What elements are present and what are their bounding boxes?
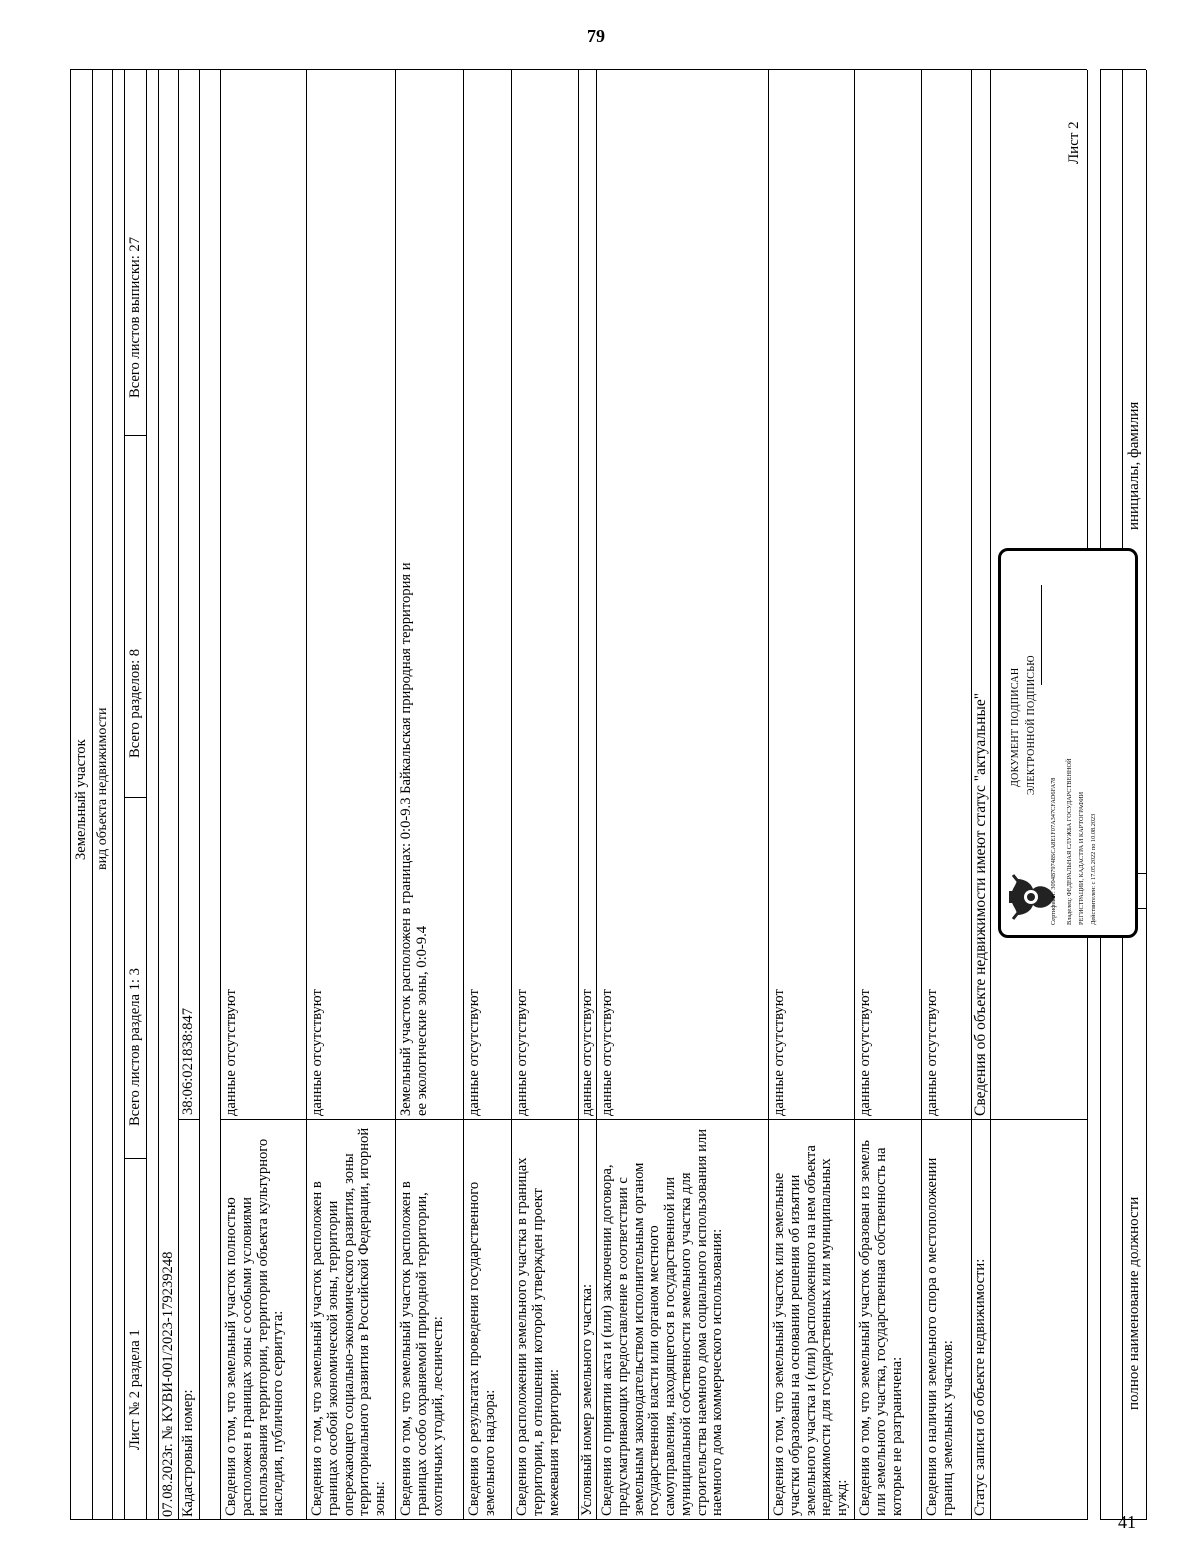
- sheet-number: Лист № 2 раздела 1: [127, 1329, 143, 1450]
- row-label-state-property: Сведения о том, что земельный участок образован из земель или земельного участка, государственная собственность на которые не разграничена:: [857, 1140, 905, 1516]
- row-label-economic-zone: Сведения о том, что земельный участок расположен в границах особой экономической зоны, территории опережающего социально-экономического развития, зоны территориального развития в Российской Федерации, игорной зоны:: [309, 1127, 388, 1516]
- name-caption: инициалы, фамилия: [1126, 401, 1142, 530]
- sheet-label: Лист 2: [1066, 121, 1082, 164]
- row-label-conditional-number: Условный номер земельного участка:: [579, 1283, 595, 1516]
- row-value-special-zone: данные отсутствуют: [223, 989, 239, 1116]
- row-label-special-zone: Сведения о том, что земельный участок полностью расположен в границах зоны с особыми условиями использования территории, территории объекта культурного наследия, публичного сервитута:: [223, 1138, 287, 1516]
- cadastral-label: Кадастровый номер:: [180, 1389, 196, 1517]
- row-value-protected-territory: [397, 70, 463, 1120]
- stamp-title-line1: ДОКУМЕНТ ПОДПИСАН: [1010, 667, 1021, 787]
- page-number-bottom: 41: [1118, 1512, 1136, 1532]
- sheets-total: Всего листов выписки: 27: [127, 236, 143, 398]
- electronic-signature-stamp: [998, 548, 1138, 938]
- row-value-rental-house: данные отсутствуют: [599, 989, 615, 1116]
- extract-date-number: 07.08.2023г. № КУВИ-001/2023-179239248: [160, 1251, 176, 1517]
- protected-territory-text: Земельный участок расположен в границах: 0:0-9.3 Байкальская природная территория и ее экологические зоны, 0:0-9.4: [398, 562, 430, 1116]
- extract-sheet: [68, 70, 1148, 1520]
- cadastral-number: 38:06:021838:847: [180, 1007, 196, 1115]
- row-value-seizure: данные отсутствуют: [771, 989, 787, 1116]
- row-value-economic-zone: данные отсутствуют: [309, 989, 325, 1116]
- row-value-land-dispute: данные отсутствуют: [924, 989, 940, 1116]
- row-label-record-status: Статус записи об объекте недвижимости:: [972, 1258, 988, 1516]
- position-caption: полное наименование должности: [1126, 1196, 1142, 1410]
- stamp-validity: Действителен: с 17.05.2022 по 10.08.2023: [1090, 813, 1097, 925]
- row-label-survey-project: Сведения о расположении земельного участка в границах территории, в отношении которой утвержден проект межевания территории:: [514, 1157, 562, 1516]
- row-label-rental-house: Сведения о принятии акта и (или) заключении договора, предусматривающих предоставление в соответствии с земельным законодательством исполнительным органом государственной власти или органом местного самоуправления, находящегося в государственной или муниципальной собственности земельного участка для строительства наемного дома социального использования или наемного дома коммерческого использования:: [599, 1128, 726, 1516]
- row-label-land-supervision: Сведения о результатах проведения государственного земельного надзора:: [466, 1181, 498, 1516]
- row-label-protected-territory: Сведения о том, что земельный участок расположен в границах особо охраняемой природной территории, охотничьих угодий, лесничеств:: [398, 1181, 446, 1516]
- stamp-title-line2: ЭЛЕКТРОННОЙ ПОДПИСЬЮ: [1026, 655, 1037, 795]
- stamp-owner-line2: РЕГИСТРАЦИИ, КАДАСТРА И КАРТОГРАФИИ: [1078, 791, 1085, 925]
- stamp-certificate: Сертификат: 3094B79748SCA8E1F07A347CFAD6FA78: [1050, 777, 1057, 925]
- row-value-record-status: Сведения об объекте недвижимости имеют статус "актуальные": [972, 692, 989, 1116]
- sections-total: Всего разделов: 8: [127, 648, 143, 758]
- object-type: Земельный участок: [73, 739, 89, 860]
- stamp-owner-line1: Владелец: ФЕДЕРАЛЬНАЯ СЛУЖБА ГОСУДАРСТВЕННОЙ: [1066, 758, 1073, 925]
- page-number-top: 79: [587, 26, 605, 46]
- row-value-conditional-number: данные отсутствуют: [579, 989, 595, 1116]
- row-value-survey-project: данные отсутствуют: [514, 989, 530, 1116]
- sheets-in-section: Всего листов раздела 1: 3: [127, 968, 143, 1126]
- row-value-state-property: данные отсутствуют: [857, 989, 873, 1116]
- row-label-land-dispute: Сведения о наличии земельного спора о местоположении границ земельных участков:: [924, 1157, 956, 1516]
- row-label-seizure: Сведения о том, что земельный участок или земельные участки образованы на основании решения об изъятии земельного участка и (или) расположенного на нем объекта недвижимости для государственных или муниципальных нужд:: [771, 1145, 850, 1516]
- object-type-caption: вид объекта недвижимости: [95, 707, 110, 870]
- row-value-land-supervision: данные отсутствуют: [466, 989, 482, 1116]
